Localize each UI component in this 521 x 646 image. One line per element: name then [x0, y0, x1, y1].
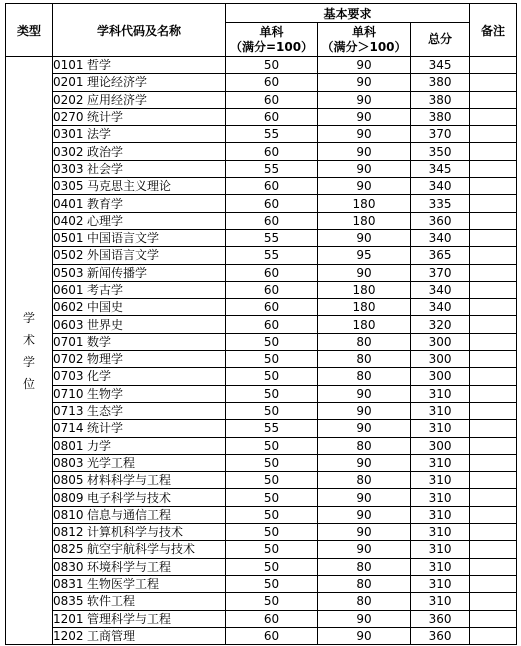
- score-total: 360: [411, 627, 470, 644]
- score-single-gt100: 95: [318, 247, 411, 264]
- subject-name: 新闻传播学: [87, 265, 148, 280]
- table-row: [6, 316, 517, 333]
- table-row: [6, 333, 517, 350]
- score-single-100: 50: [226, 385, 318, 402]
- subject-name: 法学: [87, 127, 112, 142]
- score-single-100: 60: [226, 74, 318, 91]
- score-single-100: 55: [226, 420, 318, 437]
- table-row: [6, 524, 517, 541]
- score-single-gt100: 90: [318, 74, 411, 91]
- subject-cell: [53, 593, 226, 610]
- subject-code: 0302: [53, 144, 84, 159]
- subject-cell: [53, 402, 226, 419]
- table-row: [6, 91, 517, 108]
- score-total: 310: [411, 506, 470, 523]
- table-row: [6, 489, 517, 506]
- note-cell: [470, 247, 517, 264]
- subject-cell: [53, 57, 226, 74]
- score-single-100: 50: [226, 402, 318, 419]
- subject-name: 管理科学与工程: [87, 611, 172, 626]
- subject-name: 电子科学与技术: [87, 490, 172, 505]
- score-total: 370: [411, 264, 470, 281]
- table-row: [6, 299, 517, 316]
- score-total: 310: [411, 454, 470, 471]
- note-cell: [470, 316, 517, 333]
- score-total: 360: [411, 610, 470, 627]
- table-row: [6, 160, 517, 177]
- subject-code: 1202: [53, 628, 84, 643]
- score-single-100: 60: [226, 627, 318, 644]
- subject-cell: [53, 212, 226, 229]
- score-single-gt100: 80: [318, 351, 411, 368]
- note-cell: [470, 524, 517, 541]
- subject-cell: [53, 351, 226, 368]
- note-cell: [470, 264, 517, 281]
- score-single-100: 60: [226, 264, 318, 281]
- note-cell: [470, 610, 517, 627]
- score-single-gt100: 90: [318, 402, 411, 419]
- score-single-100: 60: [226, 212, 318, 229]
- subject-code: 0401: [53, 196, 84, 211]
- table-row: [6, 610, 517, 627]
- subject-code: 0710: [53, 386, 84, 401]
- subject-code: 0825: [53, 542, 84, 557]
- score-single-gt100: 90: [318, 229, 411, 246]
- note-cell: [470, 126, 517, 143]
- subject-code: 0703: [53, 369, 84, 384]
- subject-code: 0831: [53, 577, 84, 592]
- score-single-gt100: 90: [318, 160, 411, 177]
- subject-code: 0602: [53, 300, 84, 315]
- score-single-gt100: 90: [318, 57, 411, 74]
- subject-code: 1201: [53, 611, 84, 626]
- subject-name: 心理学: [87, 213, 124, 228]
- table-row: [6, 351, 517, 368]
- score-total: 300: [411, 368, 470, 385]
- score-single-100: 60: [226, 108, 318, 125]
- score-total: 340: [411, 178, 470, 195]
- table-row: [6, 57, 517, 74]
- score-single-gt100: 180: [318, 281, 411, 298]
- score-single-gt100: 80: [318, 575, 411, 592]
- note-cell: [470, 299, 517, 316]
- subject-cell: [53, 506, 226, 523]
- subject-cell: [53, 160, 226, 177]
- score-total: 365: [411, 247, 470, 264]
- table-row: [6, 593, 517, 610]
- subject-name: 世界史: [87, 317, 124, 332]
- subject-code: 0812: [53, 525, 84, 540]
- subject-cell: [53, 195, 226, 212]
- subject-code: 0805: [53, 473, 84, 488]
- score-single-gt100: 90: [318, 143, 411, 160]
- note-cell: [470, 178, 517, 195]
- subject-cell: [53, 472, 226, 489]
- subject-cell: [53, 575, 226, 592]
- score-total: 320: [411, 316, 470, 333]
- score-single-100: 50: [226, 351, 318, 368]
- table-row: [6, 472, 517, 489]
- score-single-gt100: 180: [318, 212, 411, 229]
- score-single-100: 60: [226, 316, 318, 333]
- note-cell: [470, 368, 517, 385]
- category-label: 学术学位: [22, 310, 35, 391]
- table-row: [6, 368, 517, 385]
- note-cell: [470, 195, 517, 212]
- table-row: [6, 281, 517, 298]
- score-single-100: 60: [226, 610, 318, 627]
- table-row: [6, 575, 517, 592]
- header-basic-requirements: 基本要求: [226, 4, 470, 23]
- table-row: [6, 506, 517, 523]
- subject-code: 0303: [53, 161, 84, 176]
- score-single-gt100: 90: [318, 610, 411, 627]
- score-single-100: 50: [226, 489, 318, 506]
- score-single-100: 60: [226, 91, 318, 108]
- score-total: 345: [411, 160, 470, 177]
- subject-code: 0402: [53, 213, 84, 228]
- subject-name: 中国语言文学: [87, 231, 160, 246]
- subject-code: 0801: [53, 438, 84, 453]
- subject-code: 0502: [53, 248, 84, 263]
- score-single-gt100: 90: [318, 506, 411, 523]
- subject-cell: [53, 143, 226, 160]
- note-cell: [470, 593, 517, 610]
- note-cell: [470, 57, 517, 74]
- subject-name: 哲学: [87, 58, 112, 73]
- score-single-100: 50: [226, 437, 318, 454]
- subject-code: 0603: [53, 317, 84, 332]
- score-single-100: 50: [226, 524, 318, 541]
- note-cell: [470, 454, 517, 471]
- score-total: 310: [411, 558, 470, 575]
- subject-name: 社会学: [87, 161, 124, 176]
- score-total: 340: [411, 229, 470, 246]
- score-total: 310: [411, 402, 470, 419]
- subject-cell: [53, 627, 226, 644]
- score-single-100: 50: [226, 558, 318, 575]
- subject-name: 数学: [87, 334, 112, 349]
- score-single-gt100: 90: [318, 420, 411, 437]
- note-cell: [470, 351, 517, 368]
- table-row: [6, 212, 517, 229]
- note-cell: [470, 558, 517, 575]
- score-single-100: 60: [226, 143, 318, 160]
- score-single-gt100: 90: [318, 541, 411, 558]
- subject-name: 计算机科学与技术: [87, 525, 184, 540]
- score-total: 310: [411, 593, 470, 610]
- header-single-gt100-line2: （满分＞100）: [321, 39, 407, 54]
- subject-cell: [53, 489, 226, 506]
- header-single-100-line1: 单科: [259, 24, 284, 39]
- subject-cell: [53, 541, 226, 558]
- score-single-gt100: 180: [318, 299, 411, 316]
- header-single-gt100: [318, 23, 411, 57]
- note-cell: [470, 489, 517, 506]
- table-row: [6, 108, 517, 125]
- subject-cell: [53, 229, 226, 246]
- score-single-100: 55: [226, 229, 318, 246]
- score-single-gt100: 90: [318, 108, 411, 125]
- table-row: [6, 143, 517, 160]
- score-total: 310: [411, 472, 470, 489]
- score-total: 310: [411, 385, 470, 402]
- subject-cell: [53, 385, 226, 402]
- score-single-gt100: 90: [318, 264, 411, 281]
- subject-code: 0803: [53, 455, 84, 470]
- table-row: [6, 420, 517, 437]
- subject-name: 考古学: [87, 283, 124, 297]
- score-single-100: 50: [226, 575, 318, 592]
- table-row: [6, 74, 517, 91]
- score-single-100: 50: [226, 472, 318, 489]
- score-single-100: 60: [226, 195, 318, 212]
- score-single-100: 50: [226, 541, 318, 558]
- subject-name: 化学: [87, 369, 112, 384]
- score-single-gt100: 90: [318, 627, 411, 644]
- subject-name: 力学: [87, 438, 112, 453]
- subject-cell: [53, 281, 226, 298]
- score-total: 350: [411, 143, 470, 160]
- subject-code: 0701: [53, 334, 84, 349]
- subject-name: 光学工程: [87, 455, 136, 470]
- table-row: [6, 264, 517, 281]
- subject-name: 中国史: [87, 300, 124, 315]
- score-total: 310: [411, 575, 470, 592]
- score-single-gt100: 80: [318, 437, 411, 454]
- note-cell: [470, 402, 517, 419]
- score-single-gt100: 80: [318, 558, 411, 575]
- score-single-100: 55: [226, 160, 318, 177]
- table-row: [6, 627, 517, 644]
- score-single-100: 50: [226, 57, 318, 74]
- score-total: 380: [411, 108, 470, 125]
- subject-name: 信息与通信工程: [87, 507, 172, 522]
- subject-name: 材料科学与工程: [87, 473, 172, 488]
- subject-code: 0810: [53, 507, 84, 522]
- subject-code: 0201: [53, 75, 84, 90]
- score-total: 310: [411, 420, 470, 437]
- subject-cell: [53, 610, 226, 627]
- note-cell: [470, 108, 517, 125]
- header-single-100: [226, 23, 318, 57]
- note-cell: [470, 281, 517, 298]
- subject-cell: [53, 74, 226, 91]
- subject-name: 政治学: [87, 144, 124, 159]
- score-total: 340: [411, 281, 470, 298]
- subject-code: 0101: [53, 58, 84, 73]
- subject-cell: [53, 126, 226, 143]
- subject-name: 生物医学工程: [87, 577, 160, 592]
- score-single-100: 50: [226, 593, 318, 610]
- subject-cell: [53, 264, 226, 281]
- subject-code: 0714: [53, 421, 84, 436]
- note-cell: [470, 420, 517, 437]
- score-single-gt100: 180: [318, 195, 411, 212]
- category-cell: [6, 57, 53, 645]
- score-single-gt100: 80: [318, 593, 411, 610]
- table-row: [6, 195, 517, 212]
- subject-name: 应用经济学: [87, 92, 148, 107]
- note-cell: [470, 229, 517, 246]
- subject-code: 0830: [53, 559, 84, 574]
- score-single-100: 60: [226, 299, 318, 316]
- subject-name: 马克思主义理论: [87, 179, 172, 194]
- subject-name: 航空宇航科学与技术: [87, 542, 196, 557]
- table-row: [6, 541, 517, 558]
- subject-code: 0702: [53, 352, 84, 367]
- subject-code: 0270: [53, 110, 84, 125]
- subject-name: 软件工程: [87, 594, 136, 609]
- subject-cell: [53, 91, 226, 108]
- subject-name: 环境科学与工程: [87, 559, 172, 574]
- score-single-gt100: 80: [318, 333, 411, 350]
- score-single-gt100: 90: [318, 91, 411, 108]
- subject-name: 教育学: [87, 196, 124, 211]
- score-requirements-table: [5, 3, 517, 645]
- score-single-gt100: 90: [318, 489, 411, 506]
- table-row: [6, 178, 517, 195]
- subject-name: 工商管理: [87, 628, 136, 643]
- score-total: 380: [411, 91, 470, 108]
- note-cell: [470, 91, 517, 108]
- score-single-gt100: 80: [318, 472, 411, 489]
- score-single-gt100: 80: [318, 368, 411, 385]
- table-row: [6, 454, 517, 471]
- score-total: 300: [411, 351, 470, 368]
- subject-code: 0835: [53, 594, 84, 609]
- table-row: [6, 247, 517, 264]
- score-single-100: 60: [226, 178, 318, 195]
- subject-cell: [53, 333, 226, 350]
- score-single-100: 50: [226, 506, 318, 523]
- note-cell: [470, 385, 517, 402]
- score-single-gt100: 90: [318, 524, 411, 541]
- note-cell: [470, 143, 517, 160]
- subject-cell: [53, 524, 226, 541]
- note-cell: [470, 160, 517, 177]
- subject-code: 0713: [53, 404, 84, 419]
- header-single-gt100-line1: 单科: [351, 24, 376, 39]
- score-total: 310: [411, 524, 470, 541]
- table-row: [6, 402, 517, 419]
- table-row: [6, 229, 517, 246]
- score-total: 360: [411, 212, 470, 229]
- subject-name: 生态学: [87, 404, 124, 419]
- score-single-gt100: 90: [318, 385, 411, 402]
- score-total: 300: [411, 333, 470, 350]
- subject-cell: [53, 247, 226, 264]
- score-single-100: 55: [226, 126, 318, 143]
- score-total: 310: [411, 541, 470, 558]
- subject-cell: [53, 299, 226, 316]
- subject-code: 0809: [53, 490, 84, 505]
- subject-code: 0305: [53, 179, 84, 194]
- note-cell: [470, 541, 517, 558]
- subject-cell: [53, 316, 226, 333]
- score-total: 310: [411, 489, 470, 506]
- table-row: [6, 437, 517, 454]
- score-single-100: 50: [226, 454, 318, 471]
- table-row: [6, 558, 517, 575]
- subject-name: 物理学: [87, 352, 124, 367]
- note-cell: [470, 333, 517, 350]
- score-single-100: 50: [226, 368, 318, 385]
- header-single-100-line2: （满分=100）: [229, 39, 314, 54]
- subject-cell: [53, 178, 226, 195]
- subject-name: 理论经济学: [87, 75, 148, 90]
- subject-name: 统计学: [87, 110, 124, 125]
- subject-cell: [53, 454, 226, 471]
- score-total: 335: [411, 195, 470, 212]
- note-cell: [470, 627, 517, 644]
- subject-cell: [53, 558, 226, 575]
- score-total: 340: [411, 299, 470, 316]
- note-cell: [470, 575, 517, 592]
- subject-name: 外国语言文学: [87, 248, 160, 263]
- score-total: 300: [411, 437, 470, 454]
- score-single-gt100: 90: [318, 126, 411, 143]
- subject-cell: [53, 108, 226, 125]
- note-cell: [470, 437, 517, 454]
- score-single-gt100: 90: [318, 454, 411, 471]
- score-total: 345: [411, 57, 470, 74]
- table-row: [6, 385, 517, 402]
- score-single-100: 55: [226, 247, 318, 264]
- subject-code: 0301: [53, 127, 84, 142]
- subject-name: 统计学: [87, 421, 124, 436]
- score-single-100: 50: [226, 333, 318, 350]
- table-row: [6, 126, 517, 143]
- table-body: [6, 57, 517, 645]
- subject-name: 生物学: [87, 386, 124, 401]
- note-cell: [470, 472, 517, 489]
- subject-cell: [53, 368, 226, 385]
- subject-cell: [53, 437, 226, 454]
- note-cell: [470, 212, 517, 229]
- score-total: 370: [411, 126, 470, 143]
- header-type: 类型: [6, 4, 53, 57]
- subject-code: 0501: [53, 231, 84, 246]
- subject-code: 0601: [53, 283, 84, 297]
- header-note: 备注: [470, 4, 517, 57]
- subject-code: 0503: [53, 265, 84, 280]
- score-single-gt100: 180: [318, 316, 411, 333]
- score-single-100: 60: [226, 281, 318, 298]
- note-cell: [470, 506, 517, 523]
- header-total: 总分: [411, 23, 470, 57]
- note-cell: [470, 74, 517, 91]
- score-single-gt100: 90: [318, 178, 411, 195]
- subject-code: 0202: [53, 92, 84, 107]
- score-total: 380: [411, 74, 470, 91]
- header-subject: 学科代码及名称: [53, 4, 226, 57]
- subject-cell: [53, 420, 226, 437]
